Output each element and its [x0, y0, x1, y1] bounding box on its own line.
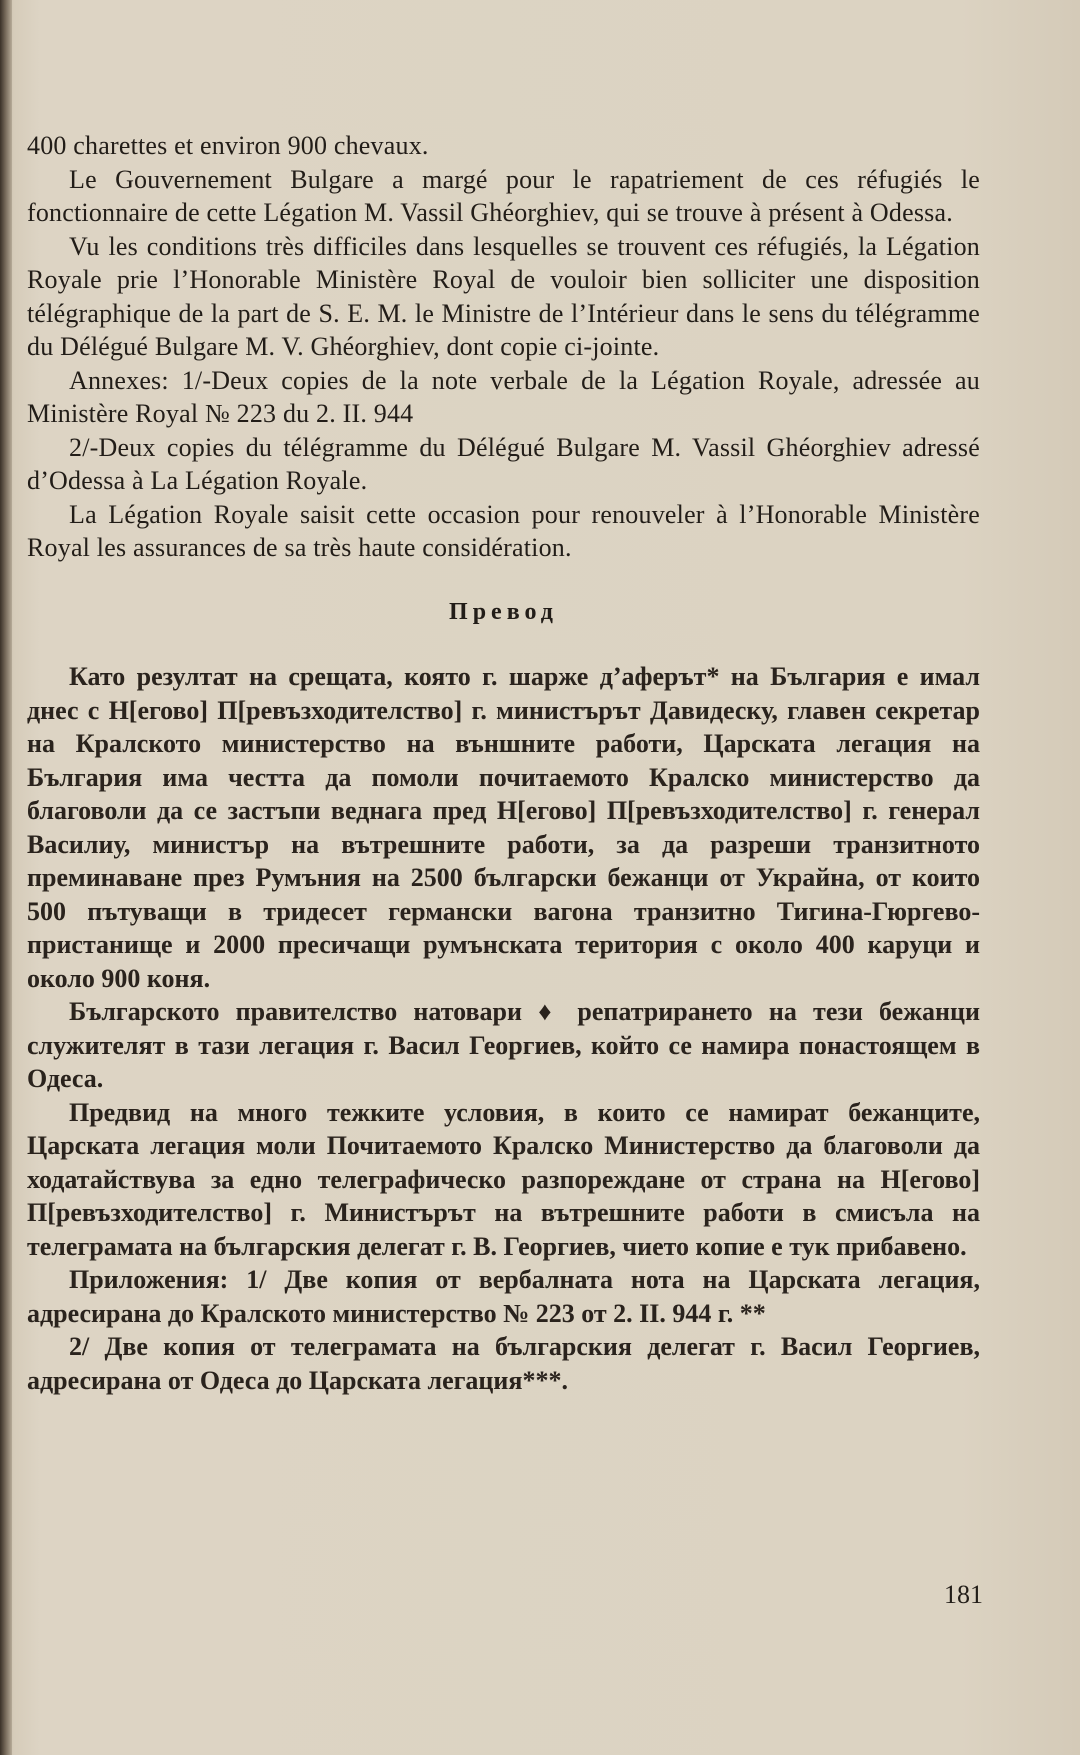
french-closing: La Légation Royale saisit cette occasion pour renouveler à l’Honorable Ministère Royal les assurances de sa très haute considération. — [27, 499, 980, 562]
french-paragraph-1: Le Gouvernement Bulgare a margé pour le rapatriement de ces réfugiés le fonctionnaire de cette Légation M. Vassil Ghéorghiev, qui se trouve à présent à Odessa. — [27, 164, 980, 227]
page-number: 181 — [944, 1580, 983, 1609]
french-line-intro: 400 charettes et environ 900 chevaux. — [27, 131, 429, 160]
french-annex-2: 2/-Deux copies du télégramme du Délégué Bulgare M. Vassil Ghéorghiev adressé d’Odessa à La Légation Royale. — [27, 432, 980, 495]
bulgarian-paragraph-1: Като резултат на срещата, която г. шарже д’аферът* на България е имал днес с Н[егово] П[ревъзходителство] г. министърът Давидеску, главен секретар на Кралското министерство на външните работи, Царската легация на България има честта да помоли почитаемото Кралско министерство да благоволи да се застъпи веднага пред Н[егово] П[ревъзходителство] г. генерал Василиу, министър на вътрешните работи, за да разреши транзитното преминаване през Румъния на 2500 български бежанци от Украйна, от които 500 пътуващи в тридесет германски вагона транзитно Тигина-Гюргево-пристанище и 2000 пресичащи румънската територия с около 400 каруци и около 900 коня. — [27, 662, 980, 993]
bulgarian-annex-1: Приложения: 1/ Две копия от вербалната нота на Царската легация, адресирана до Кралското министерство № 223 от 2. II. 944 г. ** — [27, 1265, 980, 1328]
bulgarian-paragraph-2: Българското правителство натовари ♦ репатрирането на тези бежанци служителят в тази легация г. Васил Георгиев, който се намира понастоящем в Одеса. — [27, 997, 980, 1093]
page-text — [27, 129, 980, 1397]
translation-heading: Превод — [449, 598, 558, 625]
bulgarian-paragraph-3: Предвид на много тежките условия, в които се намират бежанците, Царската легация моли Почитаемото Кралско Министерство да благоволи да ходатайствува за едно телеграфическо разпореждане от страна на Н[егово] П[ревъзходителство] г. Министърът на вътрешните работи в смисъла на телеграмата на българския делегат г. В. Георгиев, чието копие е тук прибавено. — [27, 1097, 980, 1261]
bulgarian-annex-2: 2/ Две копия от телеграмата на българския делегат г. Васил Георгиев, адресирана от Одеса до Царската легация***. — [27, 1332, 980, 1395]
bulgarian-section — [27, 660, 980, 1397]
french-paragraph-2: Vu les conditions très difficiles dans lesquelles se trouvent ces réfugiés, la Légation Royale prie l’Honorable Ministère Royal de vouloir bien solliciter une disposition télégraphique de la part de S. E. M. le Ministre de l’Intérieur dans le sens du télégramme du Délégué Bulgare M. V. Ghéorghiev, dont copie ci-jointe. — [27, 231, 980, 361]
book-binding-edge — [0, 0, 12, 1755]
french-section — [27, 129, 980, 565]
french-annex-1: Annexes: 1/-Deux copies de la note verbale de la Légation Royale, adressée au Ministère Royal № 223 du 2. II. 944 — [27, 365, 980, 428]
